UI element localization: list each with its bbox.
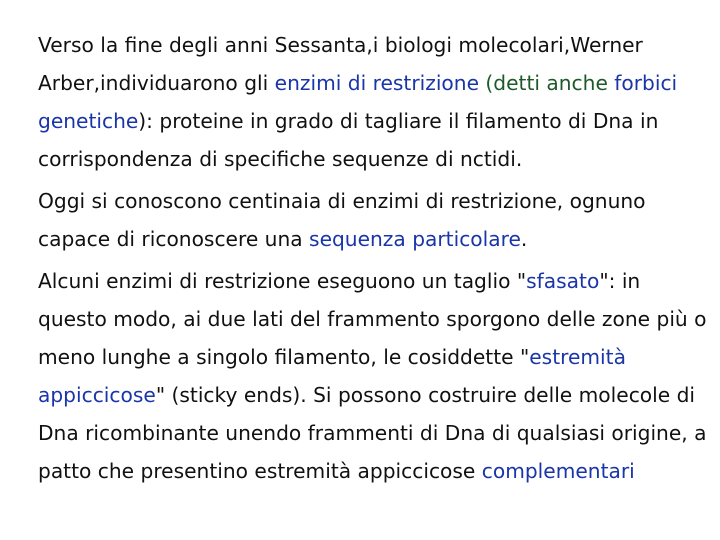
text-segment: Alcuni enzimi di restrizione eseguono un taglio " (38, 269, 527, 293)
highlight-sfasato: sfasato (526, 269, 600, 293)
highlight-sequenza-particolare: sequenza particolare (309, 227, 521, 251)
text-segment: . (520, 227, 528, 251)
text-segment: ": in questo modo, ai due lati del frammento sporgono delle zone più o meno lunghe a singolo filamento, le cosiddette " (38, 269, 707, 369)
text-segment: Oggi si conoscono centinaia di enzimi di restrizione, ognuno capace di riconoscere una (38, 189, 646, 251)
highlight-estremita-appiccicose: estremità appiccicose (38, 345, 626, 407)
paragraph-hundreds-of-enzymes (38, 182, 712, 258)
paragraph-sticky-ends (38, 262, 712, 490)
text-segment: Verso la fine degli anni Sessanta,i biologi molecolari,Werner Arber,individuarono gli (38, 33, 643, 95)
highlight-complementari: complementari (481, 459, 635, 483)
highlight-forbici-genetiche: forbici genetiche (38, 71, 678, 133)
text-segment: ): proteine in grado di tagliare il filamento di Dna in corrispondenza di specifiche sequenze di nctidi. (38, 109, 659, 171)
paragraph-restriction-enzymes-intro (38, 26, 712, 178)
text-segment: " (sticky ends). Si possono costruire delle molecole di Dna ricombinante unendo frammenti di Dna di qualsiasi origine, a patto che presentino estremità appiccicose (38, 383, 707, 483)
highlight-enzimi-di-restrizione: enzimi di restrizione (274, 71, 479, 95)
text-segment-detti-anche: (detti anche (479, 71, 615, 95)
